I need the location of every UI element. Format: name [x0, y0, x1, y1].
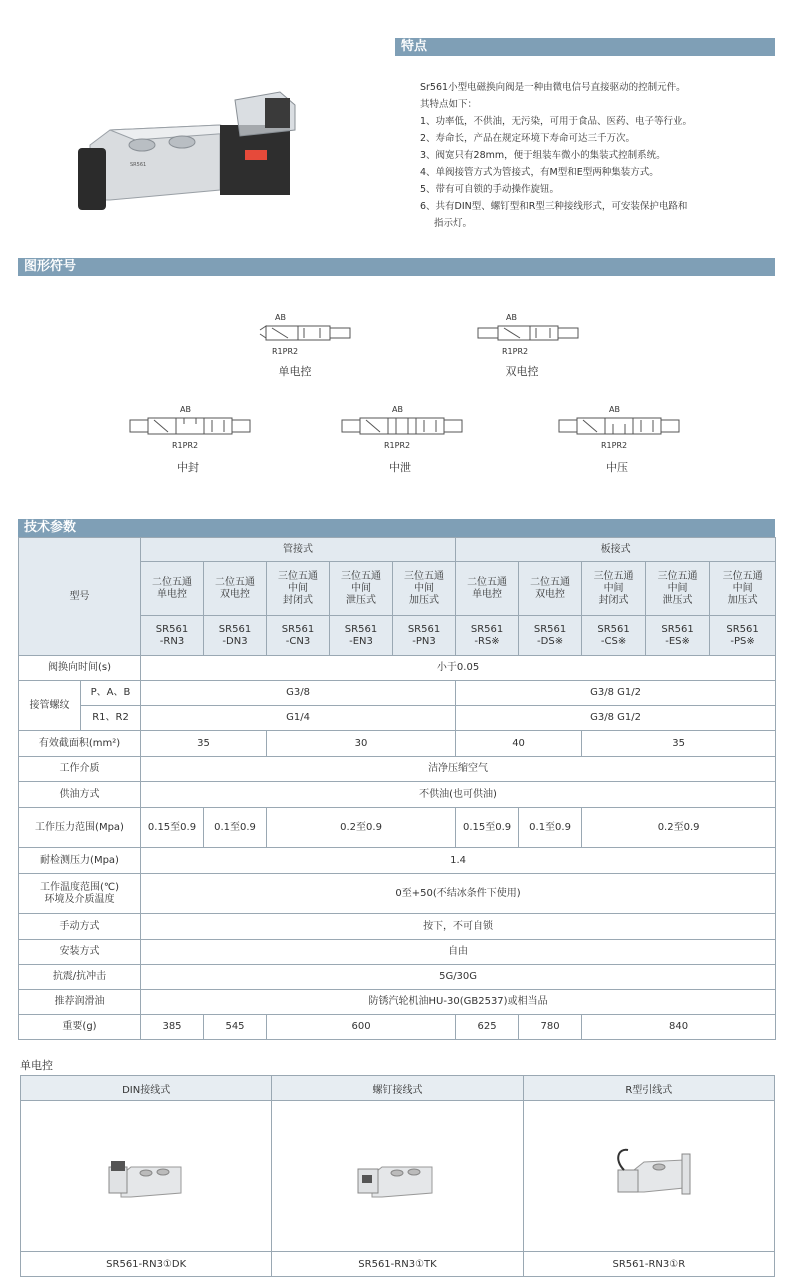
symbol-label: 中泄: [389, 461, 411, 474]
wiring-model: SR561-RN3①R: [523, 1252, 774, 1277]
symbol-port-bottom: R1PR2: [384, 441, 411, 450]
row-value: 5G/30G: [141, 965, 776, 990]
type-cell: 三位五通 中间 加压式: [710, 562, 776, 616]
wiring-model: SR561-RN3①DK: [21, 1252, 272, 1277]
features-title-bar: 特点: [395, 38, 775, 56]
symbols-title-bar: 图形符号: [18, 258, 775, 276]
row-label: 推荐润滑油: [19, 990, 141, 1015]
row-label: 抗震/抗冲击: [19, 965, 141, 990]
row-value: 按下，不可自锁: [141, 914, 776, 940]
row-label: 接管螺纹: [19, 681, 81, 731]
svg-text:SR561: SR561: [130, 162, 147, 168]
row-value: G1/4: [141, 706, 456, 731]
row-value: 0.2至0.9: [267, 808, 456, 848]
row-label: 有效截面积(mm²): [19, 731, 141, 757]
type-cell: 三位五通 中间 泄压式: [646, 562, 710, 616]
wiring-header: R型引线式: [523, 1076, 774, 1101]
features-item: 6、共有DIN型、螺钉型和R型三种接线形式，可安装保护电路和: [420, 201, 688, 212]
wiring-title: 单电控: [20, 1059, 53, 1072]
symbol-port-bottom: R1PR2: [272, 347, 299, 356]
row-value: 0.1至0.9: [204, 808, 267, 848]
wiring-image-r: [523, 1101, 774, 1252]
symbol-single-solenoid: [258, 312, 358, 360]
model-cell: SR561 -PS※: [710, 616, 776, 656]
row-label: 工作压力范围(Mpa): [19, 808, 141, 848]
model-cell: SR561 -CN3: [267, 616, 330, 656]
symbol-label: 单电控: [278, 365, 312, 378]
type-cell: 二位五通 双电控: [519, 562, 582, 616]
wiring-header: DIN接线式: [21, 1076, 272, 1101]
features-item: 5、带有可自锁的手动操作旋钮。: [420, 184, 560, 195]
row-label: 工作介质: [19, 757, 141, 782]
valve-symbol-icon: [258, 312, 358, 360]
row-value: G3/8: [141, 681, 456, 706]
row-value: 35: [141, 731, 267, 757]
type-cell: 二位五通 单电控: [456, 562, 519, 616]
valve-symbol-icon: [340, 404, 465, 454]
row-value: 防锈汽轮机油HU-30(GB2537)或相当品: [141, 990, 776, 1015]
row-value: 自由: [141, 940, 776, 965]
type-cell: 三位五通 中间 封闭式: [267, 562, 330, 616]
row-value: 600: [267, 1015, 456, 1040]
wiring-image-din: [21, 1101, 272, 1252]
symbol-center-exhaust: [340, 404, 465, 454]
symbol-label: 中压: [606, 461, 628, 474]
row-value: 0至+50(不结冰条件下使用): [141, 874, 776, 914]
wiring-header: 螺钉接线式: [272, 1076, 523, 1101]
spec-title-bar: 技术参数: [18, 519, 775, 537]
model-label: 型号: [19, 538, 141, 656]
row-sublabel: R1、R2: [81, 706, 141, 731]
row-value: G3/8 G1/2: [456, 681, 776, 706]
row-value: 0.15至0.9: [456, 808, 519, 848]
symbol-label: 中封: [177, 461, 199, 474]
row-value: 385: [141, 1015, 204, 1040]
row-value: 40: [456, 731, 582, 757]
row-value: 0.2至0.9: [582, 808, 776, 848]
row-value: 545: [204, 1015, 267, 1040]
symbol-center-closed: [128, 404, 253, 454]
symbol-port-bottom: R1PR2: [172, 441, 199, 450]
symbol-label: 双电控: [505, 365, 539, 378]
row-label: 手动方式: [19, 914, 141, 940]
row-label: 重要(g): [19, 1015, 141, 1040]
model-cell: SR561 -RS※: [456, 616, 519, 656]
model-cell: SR561 -DS※: [519, 616, 582, 656]
symbol-port-top: AB: [275, 313, 286, 322]
valve-r-lead-image: [604, 1140, 694, 1210]
features-item: 3、阀宽只有28mm，便于组装车微小的集装式控制系统。: [420, 150, 666, 161]
row-label: 安装方式: [19, 940, 141, 965]
valve-symbol-icon: [128, 404, 253, 454]
row-sublabel: P、A、B: [81, 681, 141, 706]
features-item: 1、功率低，不供油，无污染，可用于食品、医药、电子等行业。: [420, 116, 693, 127]
symbol-port-top: AB: [609, 405, 620, 414]
model-cell: SR561 -PN3: [393, 616, 456, 656]
symbol-port-top: AB: [392, 405, 403, 414]
plate-header: 板接式: [456, 538, 776, 562]
model-cell: SR561 -ES※: [646, 616, 710, 656]
model-cell: SR561 -DN3: [204, 616, 267, 656]
type-cell: 二位五通 单电控: [141, 562, 204, 616]
row-value: 35: [582, 731, 776, 757]
row-value: 小于0.05: [141, 656, 776, 681]
row-label: 工作温度范围(℃) 环境及介质温度: [19, 874, 141, 914]
features-item: 指示灯。: [434, 218, 473, 229]
row-value: 625: [456, 1015, 519, 1040]
row-value: 洁净压缩空气: [141, 757, 776, 782]
row-value: 840: [582, 1015, 776, 1040]
symbol-double-solenoid: [476, 312, 580, 360]
model-cell: SR561 -CS※: [582, 616, 646, 656]
spec-table: [18, 537, 776, 1040]
row-value: 不供油(也可供油): [141, 782, 776, 808]
features-item: 2、寿命长，产品在规定环境下寿命可达三千万次。: [420, 133, 636, 144]
type-cell: 三位五通 中间 加压式: [393, 562, 456, 616]
pipe-header: 管接式: [141, 538, 456, 562]
symbol-port-top: AB: [506, 313, 517, 322]
valve-symbol-icon: [557, 404, 682, 454]
row-value: 1.4: [141, 848, 776, 874]
symbol-port-bottom: R1PR2: [502, 347, 529, 356]
type-cell: 三位五通 中间 泄压式: [330, 562, 393, 616]
features-sub: 其特点如下：: [420, 99, 478, 110]
model-cell: SR561 -EN3: [330, 616, 393, 656]
features-text: [420, 79, 770, 232]
valve-product-image: [70, 70, 320, 230]
valve-symbol-icon: [476, 312, 580, 360]
wiring-image-screw: [272, 1101, 523, 1252]
row-value: G3/8 G1/2: [456, 706, 776, 731]
row-label: 供油方式: [19, 782, 141, 808]
wiring-model: SR561-RN3①TK: [272, 1252, 523, 1277]
features-intro: Sr561小型电磁换向阀是一种由微电信号直接驱动的控制元件。: [420, 82, 686, 93]
type-cell: 三位五通 中间 封闭式: [582, 562, 646, 616]
model-cell: SR561 -RN3: [141, 616, 204, 656]
valve-din-image: [101, 1145, 191, 1205]
row-label: 阀换向时间(s): [19, 656, 141, 681]
symbol-port-top: AB: [180, 405, 191, 414]
wiring-table: [20, 1075, 775, 1277]
row-label: 耐检测压力(Mpa): [19, 848, 141, 874]
row-value: 30: [267, 731, 456, 757]
row-value: 0.15至0.9: [141, 808, 204, 848]
features-item: 4、单阀接管方式为管接式，有M型和E型两种集装方式。: [420, 167, 659, 178]
row-value: 0.1至0.9: [519, 808, 582, 848]
row-value: 780: [519, 1015, 582, 1040]
valve-screw-image: [352, 1145, 442, 1205]
symbol-port-bottom: R1PR2: [601, 441, 628, 450]
type-cell: 二位五通 双电控: [204, 562, 267, 616]
symbol-center-pressure: [557, 404, 682, 454]
